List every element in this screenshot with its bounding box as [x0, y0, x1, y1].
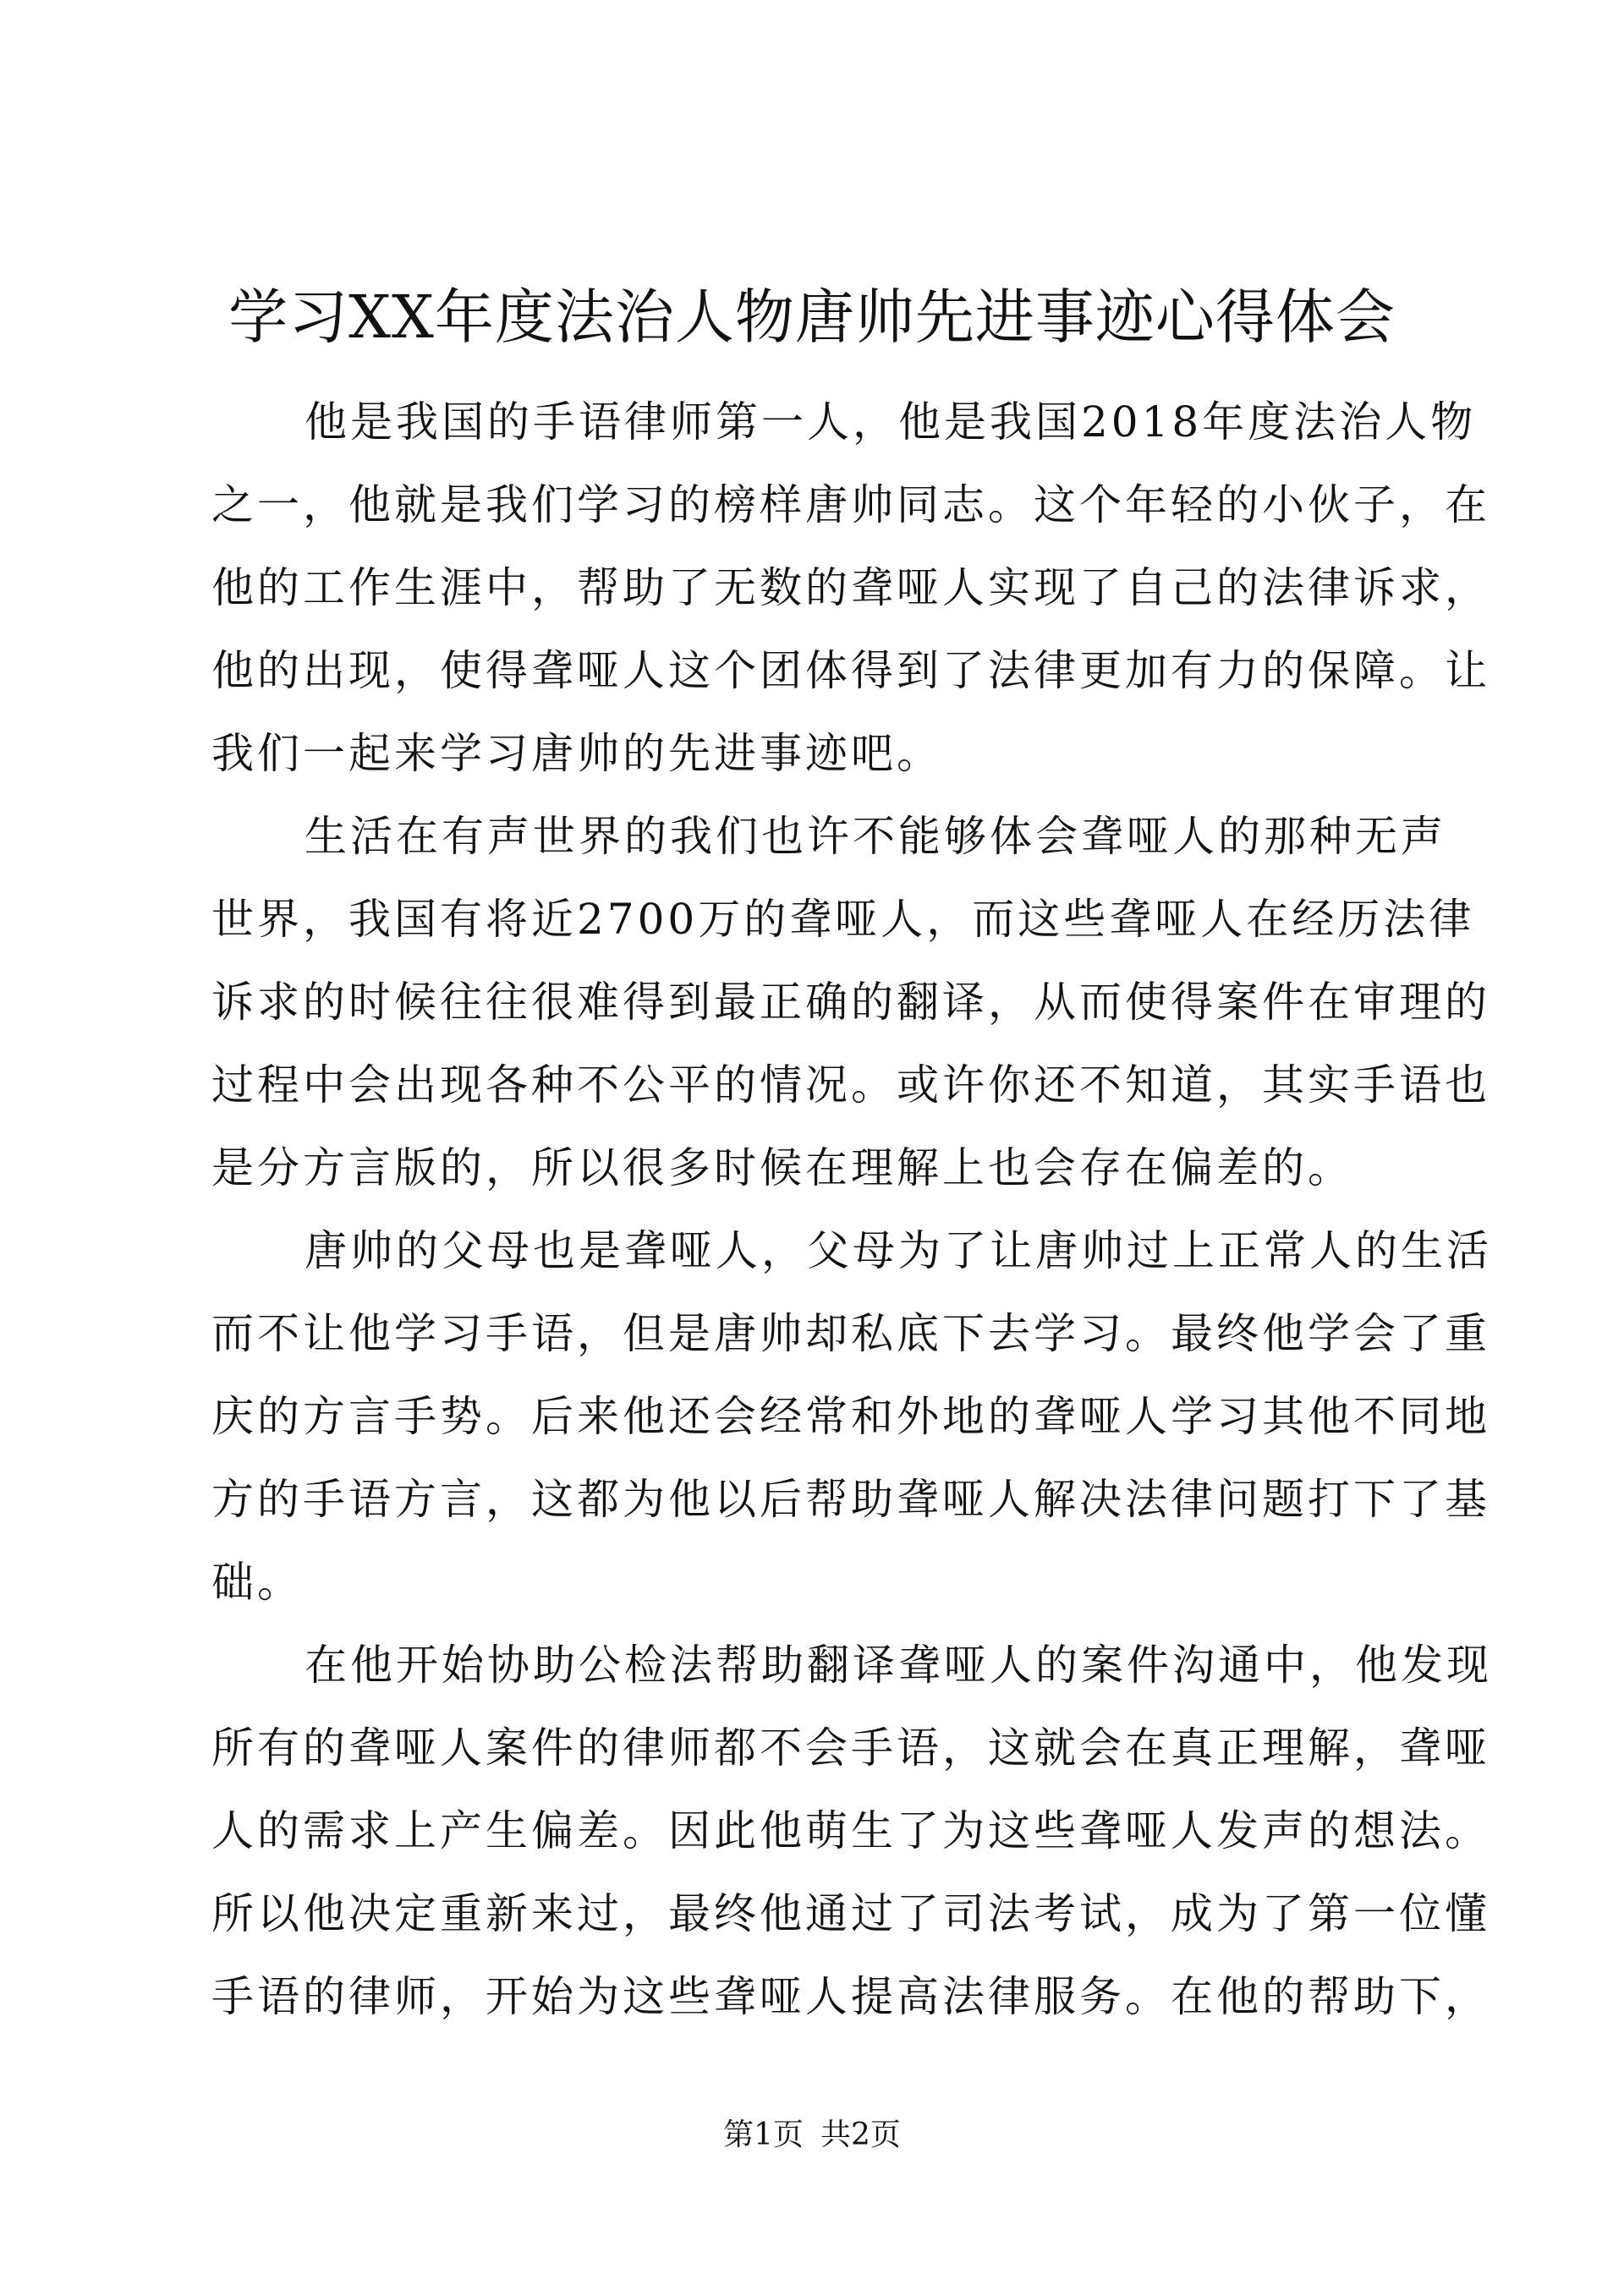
document-title: 学习XX年度法治人物唐帅先进事迹心得体会 — [228, 282, 1396, 352]
paragraph-4-line: 人的需求上产生偏差。因此他萌生了为这些聋哑人发声的想法。 — [211, 1806, 1490, 1855]
paragraph-1-line: 之一，他就是我们学习的榜样唐帅同志。这个年轻的小伙子，在 — [211, 480, 1490, 529]
paragraph-3-line: 庆的方言手势。后来他还会经常和外地的聋哑人学习其他不同地 — [211, 1392, 1490, 1441]
paragraph-4-line: 手语的律师，开始为这些聋哑人提高法律服务。在他的帮助下， — [211, 1972, 1490, 2021]
paragraph-4-line: 在他开始协助公检法帮助翻译聋哑人的案件沟通中，他发现 — [304, 1641, 1492, 1690]
paragraph-2-line: 是分方言版的，所以很多时候在理解上也会存在偏差的。 — [211, 1143, 1353, 1192]
page-footer — [0, 2114, 1624, 2156]
document-body — [211, 381, 1492, 2038]
paragraph-2-line: 过程中会出现各种不公平的情况。或许你还不知道，其实手语也 — [211, 1060, 1490, 1110]
paragraph-1-line: 我们一起来学习唐帅的先进事迹吧。 — [211, 729, 942, 778]
paragraph-1-line: 他的出现，使得聋哑人这个团体得到了法律更加有力的保障。让 — [211, 646, 1490, 695]
paragraph-2-line: 诉求的时候往往很难得到最正确的翻译，从而使得案件在审理的 — [211, 978, 1490, 1027]
paragraph-4-line: 所以他决定重新来过，最终他通过了司法考试，成为了第一位懂 — [211, 1889, 1490, 1938]
paragraph-2-line: 生活在有声世界的我们也许不能够体会聋哑人的那种无声 — [304, 812, 1446, 861]
paragraph-3-line: 而不让他学习手语，但是唐帅却私底下去学习。最终他学会了重 — [211, 1309, 1490, 1358]
paragraph-1-line: 他的工作生涯中，帮助了无数的聋哑人实现了自己的法律诉求， — [211, 563, 1490, 612]
page-number-total: 共2页 — [820, 2118, 901, 2152]
paragraph-1-line: 他是我国的手语律师第一人，他是我国2018年度法治人物 — [304, 397, 1477, 447]
paragraph-3-line: 唐帅的父母也是聋哑人，父母为了让唐帅过上正常人的生活 — [304, 1226, 1492, 1275]
page-number-current: 第1页 — [723, 2118, 804, 2152]
paragraph-3-line: 础。 — [211, 1558, 303, 1607]
paragraph-2-line: 世界，我国有将近2700万的聋哑人，而这些聋哑人在经历法律 — [211, 895, 1475, 944]
paragraph-3-line: 方的手语方言，这都为他以后帮助聋哑人解决法律问题打下了基 — [211, 1475, 1490, 1524]
paragraph-4-line: 所有的聋哑人案件的律师都不会手语，这就会在真正理解，聋哑 — [211, 1723, 1490, 1773]
